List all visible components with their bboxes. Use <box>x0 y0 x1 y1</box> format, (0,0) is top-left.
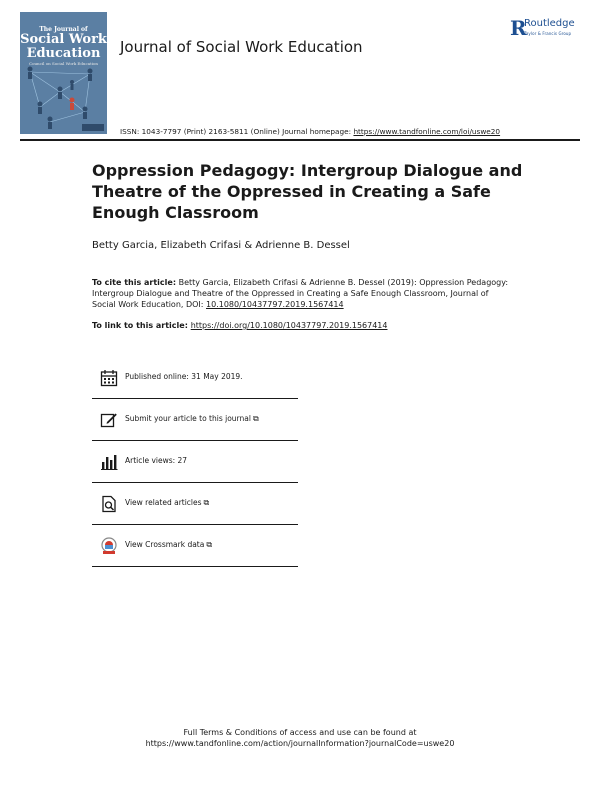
related-articles-row[interactable] <box>92 483 298 525</box>
journal-cover <box>20 12 107 134</box>
article-metrics-list <box>92 357 298 567</box>
journal-homepage-link[interactable]: https://www.tandfonline.com/loi/uswe20 <box>353 127 501 136</box>
journal-name: Journal of Social Work Education <box>120 38 363 56</box>
article-title: Oppression Pedagogy: Intergroup Dialogue and Theatre of the Oppressed in Creating a Safe Enough Classroom <box>92 161 523 222</box>
routledge-r-icon: R <box>510 16 527 40</box>
bar-chart-icon <box>100 453 118 471</box>
article-views-row <box>92 441 298 483</box>
link-label: To link to this article: <box>92 321 191 330</box>
header-divider <box>20 139 580 141</box>
crossmark-link[interactable] <box>125 540 212 550</box>
submit-article-label: Submit your article to this journal <box>125 414 251 423</box>
doi-link[interactable]: 10.1080/10437797.2019.1567414 <box>206 300 344 309</box>
issn-line <box>120 127 500 136</box>
logo-name: Routledge <box>524 18 575 29</box>
issn-text: ISSN: 1043-7797 (Print) 2163-5811 (Online) Journal homepage: <box>120 127 354 136</box>
related-articles-link[interactable] <box>125 498 209 508</box>
external-link-icon: ⧉ <box>252 414 259 423</box>
footer-url[interactable]: https://www.tandfonline.com/action/journalInformation?journalCode=uswe20 <box>145 739 455 748</box>
logo-tagline: Taylor & Francis Group <box>524 31 572 36</box>
crossmark-label: View Crossmark data <box>125 540 205 549</box>
edit-icon <box>100 411 118 429</box>
cover-subtitle: Council on Social Work Education <box>29 61 98 66</box>
submit-article-row[interactable] <box>92 399 298 441</box>
published-online-row <box>92 357 298 399</box>
calendar-icon <box>100 369 118 387</box>
cite-label: To cite this article: <box>92 278 177 287</box>
related-articles-label: View related articles <box>125 498 202 507</box>
cover-line-2: Social Work <box>20 32 107 47</box>
article-views-label: Article views: 27 <box>125 456 188 465</box>
submit-article-link[interactable] <box>125 414 259 424</box>
external-link-icon: ⧉ <box>206 540 213 549</box>
footer <box>0 727 600 749</box>
article-url-link[interactable]: https://doi.org/10.1080/10437797.2019.1567414 <box>190 321 388 330</box>
document-search-icon <box>100 495 118 513</box>
article-link-line <box>92 321 388 330</box>
publisher-logo[interactable] <box>510 16 590 40</box>
cover-title <box>20 26 107 67</box>
article-authors: Betty Garcia, Elizabeth Crifasi & Adrienne B. Dessel <box>92 240 350 251</box>
crossmark-row[interactable] <box>92 525 298 567</box>
external-link-icon: ⧉ <box>203 498 210 507</box>
cite-text: Betty Garcia, Elizabeth Crifasi & Adrienne B. Dessel (2019): Oppression Pedagogy: Intergroup Dialogue and Theatre of the Oppressed in Creating a Safe Enough Classroom, Journal of Social Work Education, DOI: <box>92 278 509 309</box>
cover-line-1: The Journal of <box>39 26 88 33</box>
citation-block <box>92 277 512 310</box>
cover-line-3: Education <box>26 46 101 61</box>
footer-terms: Full Terms & Conditions of access and use can be found at <box>183 728 417 737</box>
published-online-label: Published online: 31 May 2019. <box>125 372 243 381</box>
crossmark-icon <box>100 537 118 555</box>
